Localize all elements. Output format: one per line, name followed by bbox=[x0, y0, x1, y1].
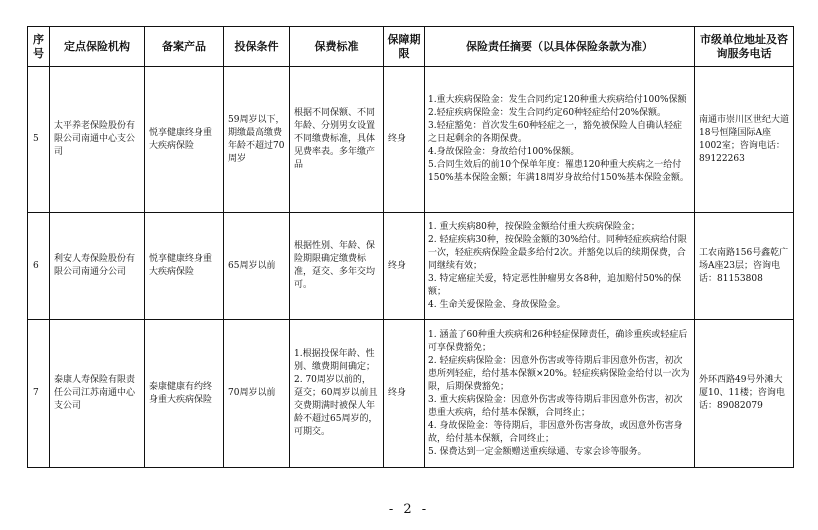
coverage-terms bbox=[425, 320, 695, 468]
term-item: 3. 重大疾病保险金：因意外伤害或等待期后非因意外伤害，初次患重大疾病，给付基本保额，合同终止； bbox=[428, 394, 683, 418]
header-terms: 保险责任摘要（以具体保险条款为准） bbox=[425, 27, 695, 67]
fee-standard: 1.根据投保年龄、性别、缴费期间确定；2. 70周岁以前的，趸交；60周岁以前且交费期满时被保人年龄不超过65周岁的，可期交。 bbox=[290, 320, 384, 468]
header-no: 序号 bbox=[28, 27, 50, 67]
term-item: 1. 重大疾病80种，按保险金额给付重大疾病保险金； bbox=[428, 221, 640, 232]
term-item: 1. 涵盖了60种重大疾病和26种轻症保障责任，确诊重疾或轻症后可享保费豁免； bbox=[428, 329, 688, 353]
product-name: 悦享健康终身重大疾病保险 bbox=[145, 213, 224, 320]
company-name: 太平养老保险股份有限公司南通中心支公司 bbox=[50, 67, 145, 213]
term-item: 3.轻症豁免：首次发生60种轻症之一，豁免被保险人自确认轻症之日起剩余的各期保费。 bbox=[428, 121, 683, 144]
coverage-period: 终身 bbox=[384, 213, 425, 320]
product-name: 悦享健康终身重大疾病保险 bbox=[145, 67, 224, 213]
header-period: 保障期限 bbox=[384, 27, 425, 67]
term-item: 4.身故保险金：身故给付100%保额。 bbox=[428, 147, 580, 157]
fee-standard: 根据性别、年龄、保险期限确定缴费标准，趸交、多年交均可。 bbox=[290, 213, 384, 320]
company-name: 泰康人寿保险有限责任公司江苏南通中心支公司 bbox=[50, 320, 145, 468]
fee-standard: 根据不同保额、不同年龄、分别男女设置不同缴费标准，具体见费率表。多年缴产品 bbox=[290, 67, 384, 213]
term-item: 4. 身故保险金：等待期后，非因意外伤害身故，或因意外伤害身故，给付基本保额，合同终止； bbox=[428, 420, 683, 444]
terms-list bbox=[425, 328, 694, 460]
contact-info: 工农南路156号鑫乾广场A座23层；咨询电话：81153808 bbox=[695, 213, 794, 320]
terms-list bbox=[425, 93, 694, 186]
term-item: 4. 生命关爱保险金、身故保险金。 bbox=[428, 299, 566, 310]
term-item: 2. 轻症疾病保险金：因意外伤害或等待期后非因意外伤害，初次患所列轻症，给付基本保额×20%。轻症疾病保险金给付以一次为限，后期保费豁免； bbox=[428, 355, 690, 392]
table-row bbox=[28, 213, 794, 320]
table-row bbox=[28, 67, 794, 213]
contact-info: 外环西路49号外滩大厦10、11楼；咨询电话：89082079 bbox=[695, 320, 794, 468]
term-item: 5.合同生效后的前10个保单年度：罹患120种重大疾病之一给付150%基本保险金额；年满18周岁身故给付150%基本保险金额。 bbox=[428, 160, 689, 183]
coverage-terms bbox=[425, 213, 695, 320]
row-number: 5 bbox=[28, 67, 50, 213]
term-item: 2. 轻症疾病30种，按保险金额的30%给付。同种轻症疾病给付限一次，轻症疾病保险金最多给付2次。并豁免以后的续期保费，合同继续有效； bbox=[428, 234, 687, 271]
coverage-terms bbox=[425, 67, 695, 213]
term-item: 5. 保费达到一定金额赠送重疾绿通、专家会诊等服务。 bbox=[428, 446, 647, 457]
contact-info: 南通市崇川区世纪大道18号恒隆国际A座1002室；咨询电话：89122263 bbox=[695, 67, 794, 213]
header-company: 定点保险机构 bbox=[50, 27, 145, 67]
terms-list bbox=[425, 220, 694, 313]
page-number: - 2 - bbox=[388, 502, 430, 517]
enrollment-conditions: 59周岁以下，期缴最高缴费年龄不超过70周岁 bbox=[224, 67, 290, 213]
product-name: 泰康健康有约终身重大疾病保险 bbox=[145, 320, 224, 468]
term-item: 1.重大疾病保险金：发生合同约定120种重大疾病给付100%保额 bbox=[428, 95, 687, 105]
header-product: 备案产品 bbox=[145, 27, 224, 67]
coverage-period: 终身 bbox=[384, 67, 425, 213]
coverage-period: 终身 bbox=[384, 320, 425, 468]
row-number: 7 bbox=[28, 320, 50, 468]
company-name: 利安人寿保险股份有限公司南通分公司 bbox=[50, 213, 145, 320]
enrollment-conditions: 65周岁以前 bbox=[224, 213, 290, 320]
header-conditions: 投保条件 bbox=[224, 27, 290, 67]
row-number: 6 bbox=[28, 213, 50, 320]
header-row bbox=[28, 27, 794, 67]
term-item: 2.轻症疾病保险金：发生合同约定60种轻症给付20%保额。 bbox=[428, 108, 667, 118]
header-fee-standard: 保费标准 bbox=[290, 27, 384, 67]
table-row bbox=[28, 320, 794, 468]
header-contact: 市级单位地址及咨询服务电话 bbox=[695, 27, 794, 67]
enrollment-conditions: 70周岁以前 bbox=[224, 320, 290, 468]
insurance-table bbox=[27, 26, 794, 468]
term-item: 3. 特定癌症关爱，特定恶性肿瘤男女各8种，追加赔付50%的保额； bbox=[428, 273, 682, 297]
